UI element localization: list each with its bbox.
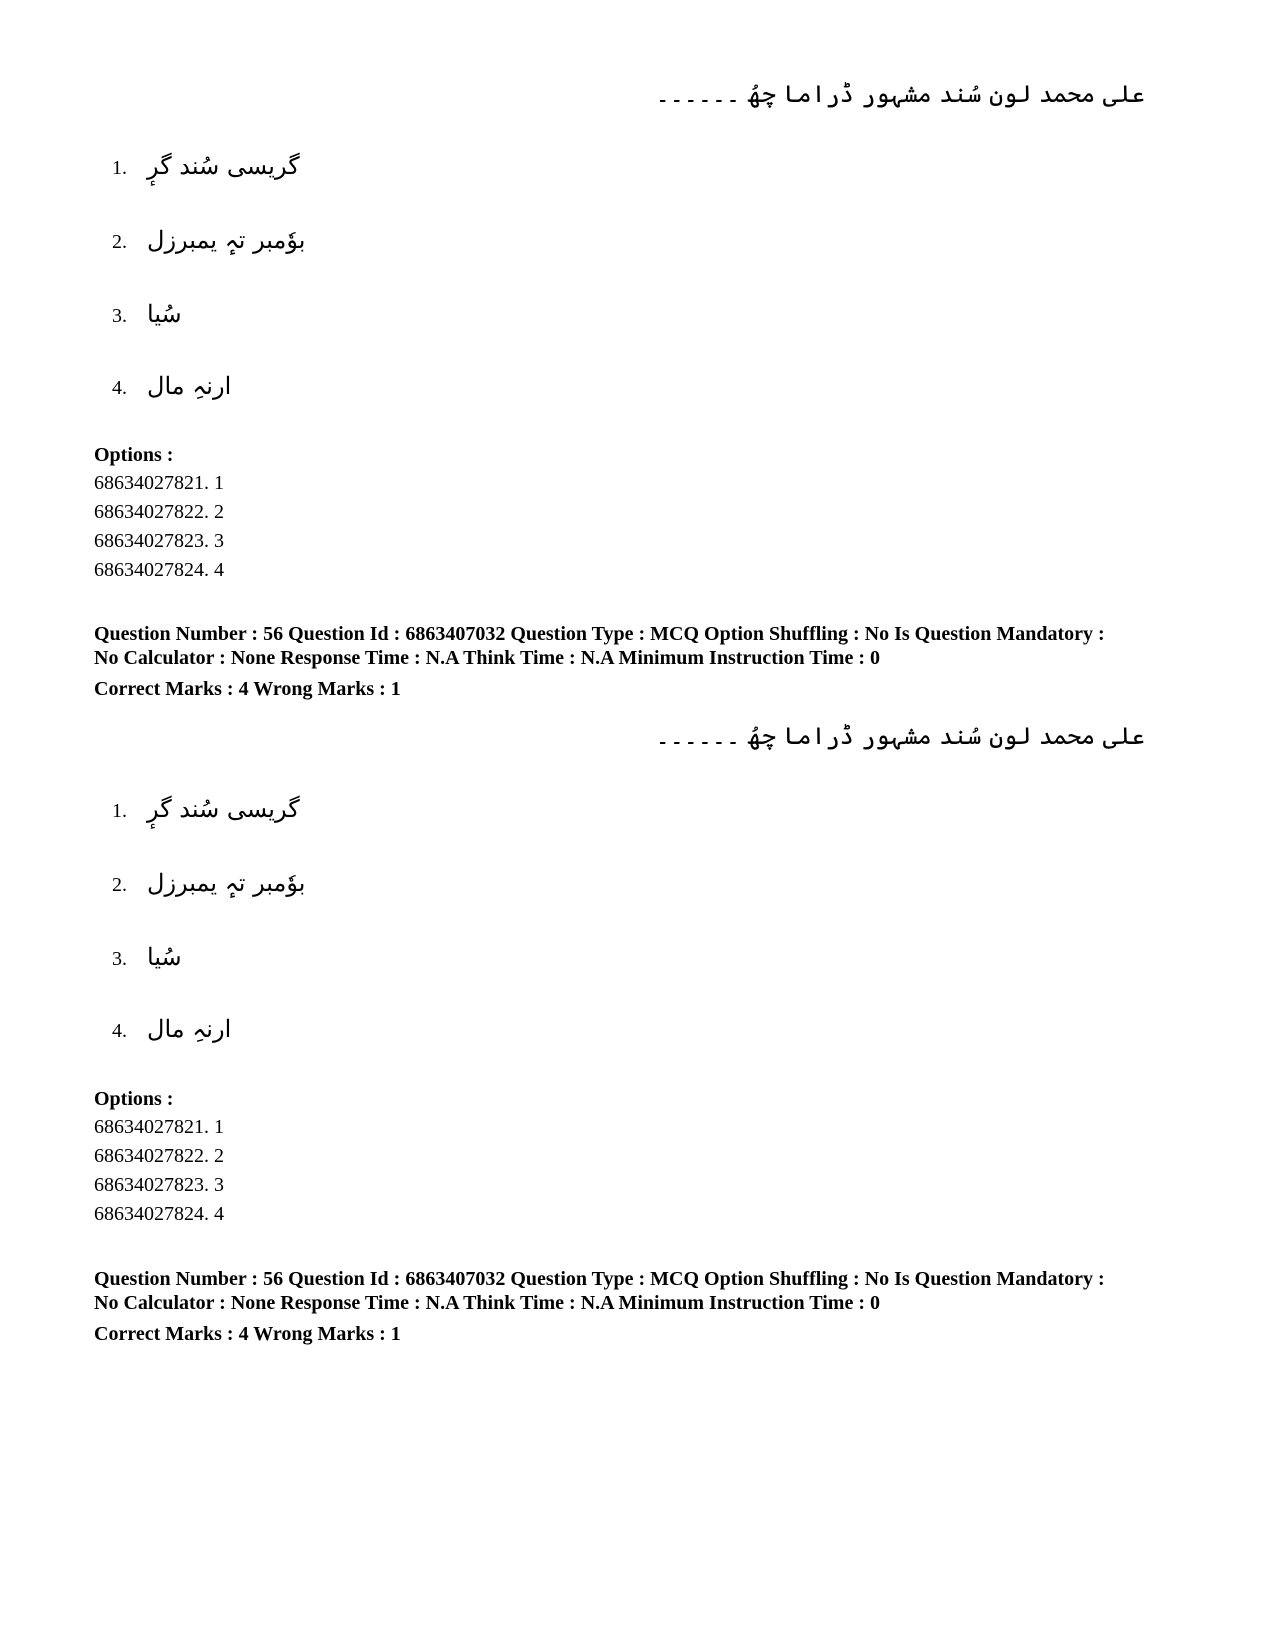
urdu-option-number: 4. [112,377,127,399]
urdu-option-text: سُیا [147,943,182,971]
question-text-urdu: علی محمد لون سُند مشہور ڈراما چھُ ۔۔۔۔۔۔ [655,722,1145,750]
option-id-row: 68634027822. 2 [94,1145,224,1167]
urdu-option-number: 1. [112,157,127,179]
urdu-option-3 [112,943,182,971]
urdu-option-3 [112,300,182,328]
question-meta [94,1267,1194,1315]
question-meta-line: Question Number : 56 Question Id : 6863407032 Question Type : MCQ Option Shuffling : No Is Question Mandatory : [94,623,1105,645]
urdu-option-2 [112,869,305,897]
urdu-option-text: گریسی سُند گرٕ [147,795,300,823]
question-meta-line: No Calculator : None Response Time : N.A Think Time : N.A Minimum Instruction Time : 0 [94,1292,880,1314]
urdu-option-text: ارنہِ مال [147,372,232,400]
question-meta [94,622,1194,670]
urdu-option-text: سُیا [147,300,182,328]
urdu-option-number: 3. [112,305,127,327]
urdu-option-text: بوٗمبر تہٕ یمبرزل [147,226,306,254]
question-text-urdu: علی محمد لون سُند مشہور ڈراما چھُ ۔۔۔۔۔۔ [655,80,1145,108]
urdu-option-number: 1. [112,800,127,822]
urdu-option-text: بوٗمبر تہٕ یمبرزل [147,869,306,897]
urdu-option-number: 2. [112,231,127,253]
question-meta-line: No Calculator : None Response Time : N.A Think Time : N.A Minimum Instruction Time : 0 [94,647,880,669]
urdu-option-text: گریسی سُند گرٕ [147,152,300,180]
option-id-row: 68634027823. 3 [94,1174,224,1196]
option-id-row: 68634027823. 3 [94,530,224,552]
option-id-row: 68634027824. 4 [94,559,224,581]
option-id-row: 68634027822. 2 [94,501,224,523]
option-id-row: 68634027824. 4 [94,1203,224,1225]
urdu-option-4 [112,372,231,400]
urdu-option-1 [112,152,300,180]
urdu-option-2 [112,226,305,254]
option-id-row: 68634027821. 1 [94,1116,224,1138]
marks-line: Correct Marks : 4 Wrong Marks : 1 [94,678,401,700]
urdu-option-1 [112,795,300,823]
option-id-row: 68634027821. 1 [94,472,224,494]
question-meta-line: Question Number : 56 Question Id : 6863407032 Question Type : MCQ Option Shuffling : No Is Question Mandatory : [94,1268,1105,1290]
urdu-option-number: 3. [112,948,127,970]
urdu-option-number: 4. [112,1020,127,1042]
marks-line: Correct Marks : 4 Wrong Marks : 1 [94,1323,401,1345]
options-label: Options : [94,444,174,466]
urdu-option-4 [112,1015,231,1043]
options-label: Options : [94,1088,174,1110]
urdu-option-number: 2. [112,874,127,896]
urdu-option-text: ارنہِ مال [147,1015,232,1043]
